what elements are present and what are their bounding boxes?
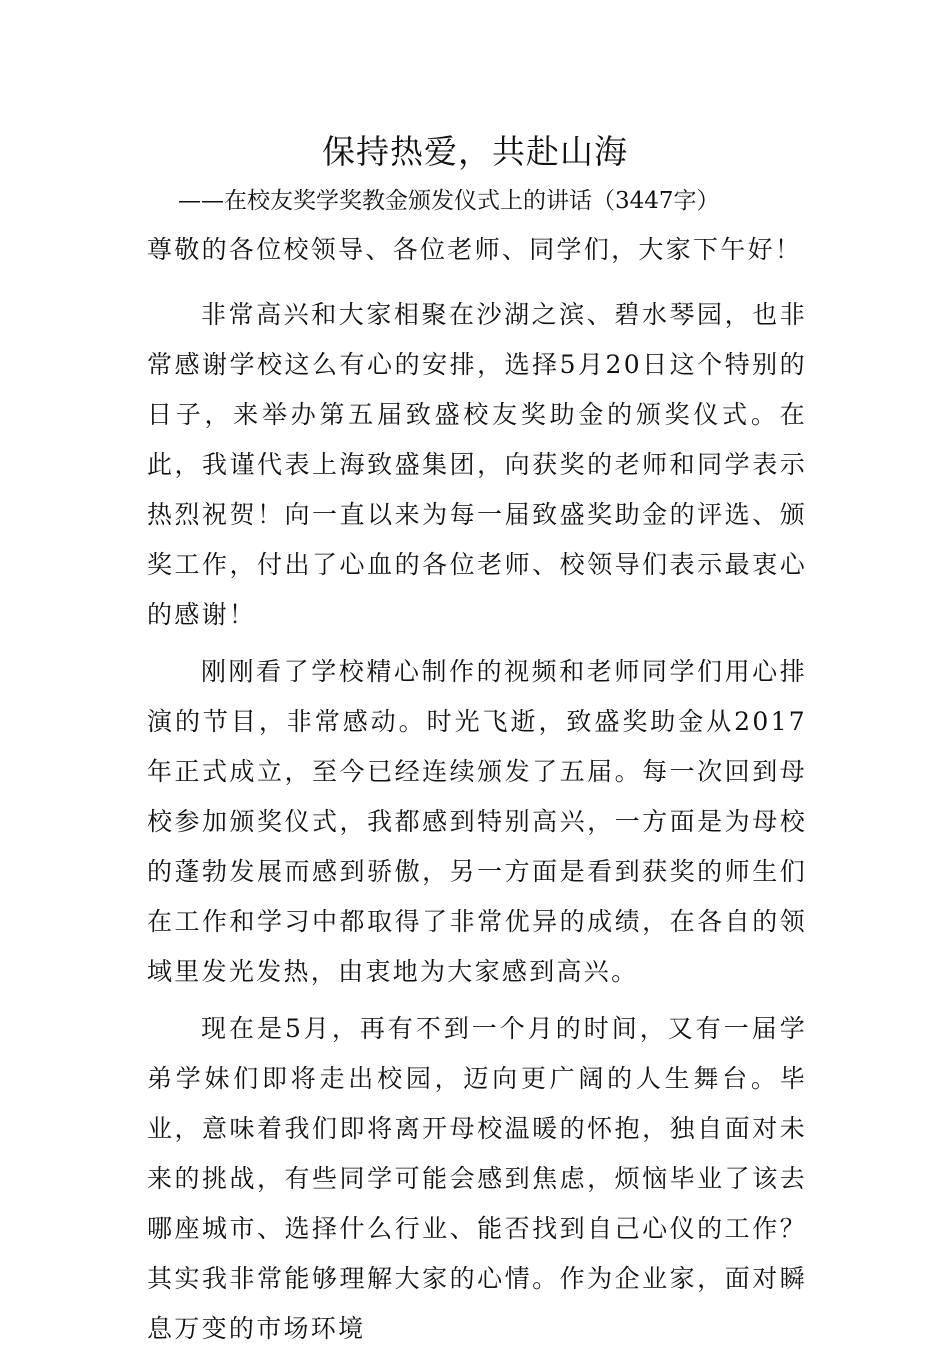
paragraph-1: 非常高兴和大家相聚在沙湖之滨、碧水琴园，也非常感谢学校这么有心的安排，选择5月20日这个特别的日子，来举办第五届致盛校友奖助金的颁奖仪式。在此，我谨代表上海致盛集团，向获奖的老师和同学表示热烈祝贺！向一直以来为每一届致盛奖助金的评选、颁奖工作，付出了心血的各位老师、校领导们表示最衷心的感谢！: [147, 300, 807, 629]
document-body: [147, 225, 807, 1354]
salutation: 尊敬的各位校领导、各位老师、同学们，大家下午好！: [147, 235, 803, 264]
document-title: 保持热爱，共赴山海: [322, 132, 628, 171]
paragraph-2: 刚刚看了学校精心制作的视频和老师同学们用心排演的节目，非常感动。时光飞逝，致盛奖助金从2017年正式成立，至今已经连续颁发了五届。每一次回到母校参加颁奖仪式，我都感到特别高兴，一方面是为母校的蓬勃发展而感到骄傲，另一方面是看到获奖的师生们在工作和学习中都取得了非常优异的成绩，在各自的领域里发光发热，由衷地为大家感到高兴。: [147, 657, 807, 986]
paragraph-3: 现在是5月，再有不到一个月的时间，又有一届学弟学妹们即将走出校园，迈向更广阔的人生舞台。毕业，意味着我们即将离开母校温暖的怀抱，独自面对未来的挑战，有些同学可能会感到焦虑，烦恼毕业了该去哪座城市、选择什么行业、能否找到自己心仪的工作？其实我非常能够理解大家的心情。作为企业家，面对瞬息万变的市场环境: [147, 1014, 807, 1343]
document-subtitle: ——在校友奖学奖教金颁发仪式上的讲话（3447字）: [178, 188, 720, 214]
